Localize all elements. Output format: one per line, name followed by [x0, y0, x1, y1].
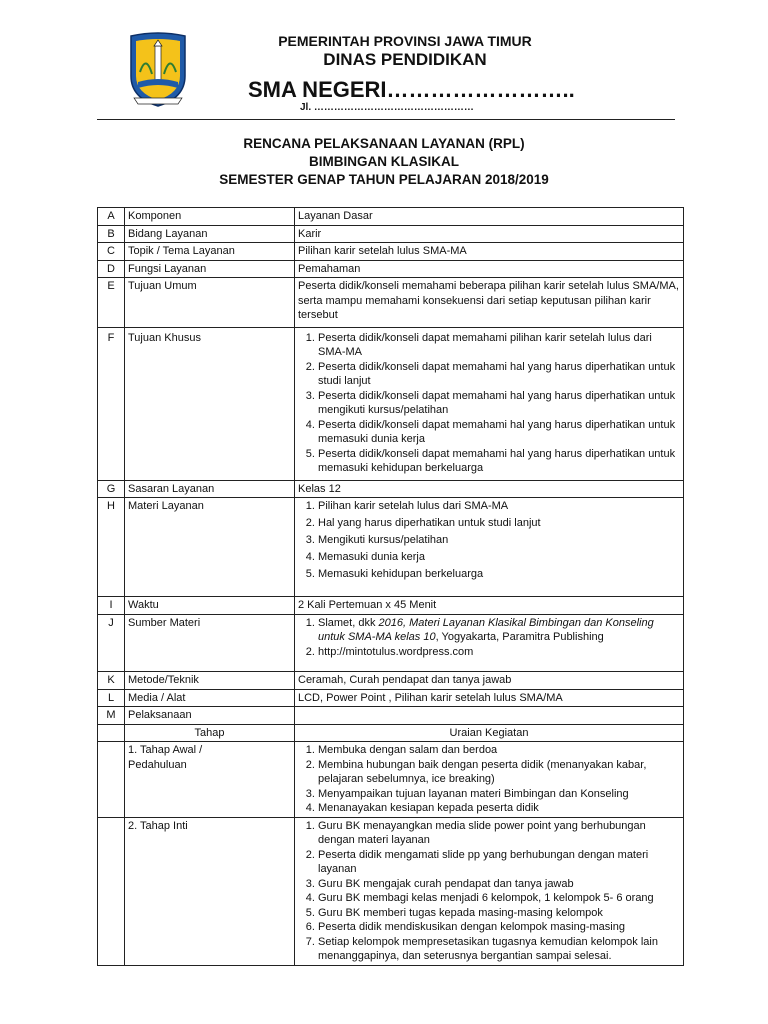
row-label: Metode/Teknik: [125, 672, 295, 690]
row-code: D: [98, 260, 125, 278]
row-code: M: [98, 707, 125, 725]
source-title: 2016, Materi Layanan Klasikal Bimbingan dan Konseling untuk SMA-MA kelas 10: [318, 616, 654, 643]
document-titles: [0, 135, 768, 189]
list-item: 4. Menanayakan kesiapan kepada peserta didik: [318, 801, 680, 816]
row-value: [295, 327, 684, 480]
list-item: 3. Peserta didik/konseli dapat memahami hal yang harus diperhatikan untuk mengikuti kursus/pelatihan: [318, 389, 680, 418]
stage-row: [98, 817, 684, 965]
row-code: I: [98, 597, 125, 615]
source-author: Slamet, dkk: [318, 616, 379, 629]
row-code: G: [98, 480, 125, 498]
row-value: Ceramah, Curah pendapat dan tanya jawab: [295, 672, 684, 690]
source-publisher: , Yogyakarta, Paramitra Publishing: [435, 631, 604, 643]
list-item: [318, 645, 680, 660]
table-row: [98, 597, 684, 615]
table-row: [98, 707, 684, 725]
list-item: 4. Peserta didik/konseli dapat memahami hal yang harus diperhatikan untuk memasuki dunia kerja: [318, 418, 680, 447]
table-row: [98, 327, 684, 480]
table-row: [98, 498, 684, 597]
row-value: Pilihan karir setelah lulus SMA-MA: [295, 243, 684, 261]
row-label: Sasaran Layanan: [125, 480, 295, 498]
row-value: Kelas 12: [295, 480, 684, 498]
row-value: LCD, Power Point , Pilihan karir setelah lulus SMA/MA: [295, 689, 684, 707]
row-value: [295, 498, 684, 597]
list-item: 3. Menyampaikan tujuan layanan materi Bimbingan dan Konseling: [318, 787, 680, 802]
row-label: Bidang Layanan: [125, 225, 295, 243]
table-row: [98, 672, 684, 690]
list-item: 1. Pilihan karir setelah lulus dari SMA-MA: [318, 499, 680, 514]
row-value: 2 Kali Pertemuan x 45 Menit: [295, 597, 684, 615]
list-item: 4. Memasuki dunia kerja: [318, 550, 680, 565]
government-name: PEMERINTAH PROVINSI JAWA TIMUR: [278, 33, 532, 49]
department-name: DINAS PENDIDIKAN: [323, 50, 487, 69]
execution-header-row: [98, 724, 684, 742]
list-item: 5. Memasuki kehidupan berkeluarga: [318, 567, 680, 582]
list-item: 2. Peserta didik/konseli dapat memahami hal yang harus diperhatikan untuk studi lanjut: [318, 360, 680, 389]
table-row: [98, 243, 684, 261]
row-label: Tujuan Khusus: [125, 327, 295, 480]
row-label: Topik / Tema Layanan: [125, 243, 295, 261]
stage-row: [98, 742, 684, 818]
list-item: 3. Guru BK mengajak curah pendapat dan tanya jawab: [318, 877, 680, 892]
list-item: 6. Peserta didik mendiskusikan dengan kelompok masing-masing: [318, 920, 680, 935]
row-code: A: [98, 208, 125, 226]
row-code: E: [98, 278, 125, 328]
row-code: [98, 724, 125, 742]
row-code: [98, 742, 125, 818]
letterhead: [0, 0, 768, 125]
row-label: Materi Layanan: [125, 498, 295, 597]
table-row: [98, 689, 684, 707]
list-item: 1. Peserta didik/konseli dapat memahami pilihan karir setelah lulus dari SMA-MA: [318, 331, 680, 360]
row-value: [295, 614, 684, 672]
list-item: 4. Guru BK membagi kelas menjadi 6 kelompok, 1 kelompok 5- 6 orang: [318, 891, 680, 906]
school-name: SMA NEGERI……………………..: [248, 77, 575, 102]
row-label: Waktu: [125, 597, 295, 615]
title-line-2: BIMBINGAN KLASIKAL: [309, 154, 459, 169]
stage-column-header: Tahap: [125, 724, 295, 742]
table-row: [98, 208, 684, 226]
list-item: 1. Membuka dengan salam dan berdoa: [318, 743, 680, 758]
row-label: Media / Alat: [125, 689, 295, 707]
source-url[interactable]: http://mintotulus.wordpress.com: [318, 645, 474, 658]
east-java-crest-icon: [128, 32, 188, 108]
row-code: [98, 817, 125, 965]
row-code: L: [98, 689, 125, 707]
stage-activities: [295, 742, 684, 818]
school-address: Jl. …………………………………………: [300, 102, 474, 113]
table-row: [98, 614, 684, 672]
title-line-1: RENCANA PELAKSANAAN LAYANAN (RPL): [243, 136, 525, 151]
row-value: Pemahaman: [295, 260, 684, 278]
list-item: 7. Setiap kelompok mempresetasikan tugasnya kemudian kelompok lain menanggapinya, dan seterusnya bergantian sampai selesai.: [318, 935, 680, 964]
row-value: [295, 707, 684, 725]
title-line-3: SEMESTER GENAP TAHUN PELAJARAN 2018/2019: [219, 172, 549, 187]
stage-name: 1. Tahap Awal / Pedahuluan: [125, 742, 295, 818]
row-value: Layanan Dasar: [295, 208, 684, 226]
row-label: Komponen: [125, 208, 295, 226]
row-code: B: [98, 225, 125, 243]
table-row: [98, 225, 684, 243]
list-item: 2. Membina hubungan baik dengan peserta didik (menanyakan kabar, pelajaran sebelumnya, ice breaking): [318, 758, 680, 787]
row-code: C: [98, 243, 125, 261]
row-value: Karir: [295, 225, 684, 243]
list-item: [318, 616, 680, 645]
rpl-table: [97, 207, 684, 966]
row-label: Tujuan Umum: [125, 278, 295, 328]
activity-column-header: Uraian Kegiatan: [295, 724, 684, 742]
stage-name: 2. Tahap Inti: [125, 817, 295, 965]
list-item: 5. Peserta didik/konseli dapat memahami hal yang harus diperhatikan untuk memasuki kehidupan berkeluarga: [318, 447, 680, 476]
stage-activities: [295, 817, 684, 965]
list-item: 1. Guru BK menayangkan media slide power point yang berhubungan dengan materi layanan: [318, 819, 680, 848]
row-code: H: [98, 498, 125, 597]
header-divider: [97, 119, 675, 120]
row-label: Fungsi Layanan: [125, 260, 295, 278]
list-item: 2. Hal yang harus diperhatikan untuk studi lanjut: [318, 516, 680, 531]
list-item: 2. Peserta didik mengamati slide pp yang berhubungan dengan materi layanan: [318, 848, 680, 877]
row-code: F: [98, 327, 125, 480]
row-label: Pelaksanaan: [125, 707, 295, 725]
list-item: 3. Mengikuti kursus/pelatihan: [318, 533, 680, 548]
table-row: [98, 480, 684, 498]
row-label: Sumber Materi: [125, 614, 295, 672]
table-row: [98, 278, 684, 328]
row-code: K: [98, 672, 125, 690]
list-item: 5. Guru BK memberi tugas kepada masing-masing kelompok: [318, 906, 680, 921]
row-code: J: [98, 614, 125, 672]
table-row: [98, 260, 684, 278]
row-value: Peserta didik/konseli memahami beberapa pilihan karir setelah lulus SMA/MA, serta mampu memahami konsekuensi dari setiap keputusan pilihan karir tersebut: [295, 278, 684, 328]
